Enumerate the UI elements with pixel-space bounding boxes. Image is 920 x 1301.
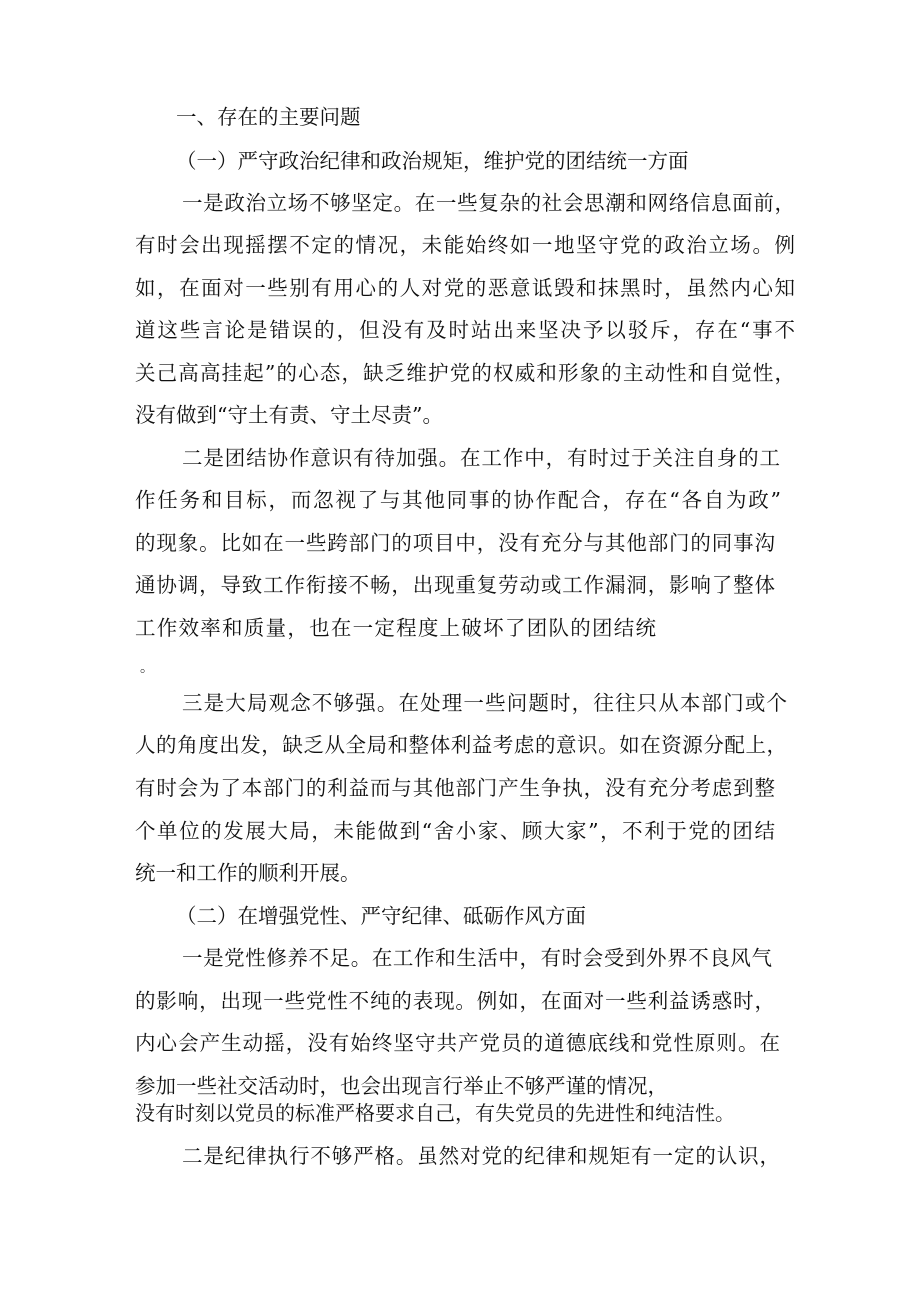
paragraph-line: 二是团结协作意识有待加强。在工作中，有时过于关注自身的工 — [182, 446, 780, 470]
paragraph-line: 一是政治立场不够坚定。在一些复杂的社会思潮和网络信息面前， — [182, 191, 795, 215]
paragraph-line: 内心会产生动摇，没有始终坚守共产党员的道德底线和党性原则。在 — [135, 1031, 780, 1055]
paragraph-line: 没有时刻以党员的标准严格要求自己，有失党员的先进性和纯洁性。 — [135, 1101, 735, 1125]
paragraph-line: 统一和工作的顺利开展。 — [135, 861, 361, 885]
paragraph-line: 的现象。比如在一些跨部门的项目中，没有充分与其他部门的同事沟 — [135, 531, 775, 555]
paragraph-line: 的影响，出现一些党性不纯的表现。例如，在面对一些利益诱惑时， — [135, 989, 775, 1013]
paragraph-line: 通协调，导致工作衔接不畅，出现重复劳动或工作漏洞，影响了整体 — [135, 573, 775, 597]
paragraph-line: 个单位的发展大局，未能做到“舍小家、顾大家”，不利于党的团结 — [135, 819, 775, 843]
paragraph-line: 人的角度出发，缺乏从全局和整体利益考虑的意识。如在资源分配上， — [135, 733, 787, 757]
paragraph-line: 有时会出现摇摆不定的情况，未能始终如一地坚守党的政治立场。例 — [135, 233, 795, 257]
paragraph-line: 有时会为了本部门的利益而与其他部门产生争执，没有充分考虑到整 — [135, 776, 775, 800]
paragraph-line: 三是大局观念不够强。在处理一些问题时，往往只从本部门或个 — [182, 691, 787, 715]
paragraph-line: 工作效率和质量，也在一定程度上破坏了团队的团结统 — [135, 616, 656, 640]
subsection-title-2: （二）在增强党性、严守纪律、砥砺作风方面 — [176, 904, 586, 928]
paragraph-line: 一是党性修养不足。在工作和生活中，有时会受到外界不良风气 — [182, 946, 772, 970]
paragraph-line: 作任务和目标，而忽视了与其他同事的协作配合，存在“各自为政” — [135, 488, 781, 512]
paragraph-line: 没有做到“守土有责、守土尽责”。 — [135, 403, 443, 427]
paragraph-line: 二是纪律执行不够严格。虽然对党的纪律和规矩有一定的认识， — [182, 1144, 780, 1168]
paragraph-line: 。 — [140, 660, 154, 676]
section-heading: 一、存在的主要问题 — [176, 105, 361, 129]
subsection-title-1: （一）严守政治纪律和政治规矩，维护党的团结统一方面 — [176, 149, 689, 173]
paragraph-line: 关己高高挂起”的心态，缺乏维护党的权威和形象的主动性和自觉性， — [135, 361, 795, 385]
paragraph-line: 参加一些社交活动时，也会出现言行举止不够严谨的情况， — [135, 1074, 668, 1098]
paragraph-line: 道这些言论是错误的，但没有及时站出来坚决予以驳斥，存在“事不 — [135, 318, 795, 342]
paragraph-line: 如，在面对一些别有用心的人对党的恶意诋毁和抹黑时，虽然内心知 — [135, 276, 795, 300]
